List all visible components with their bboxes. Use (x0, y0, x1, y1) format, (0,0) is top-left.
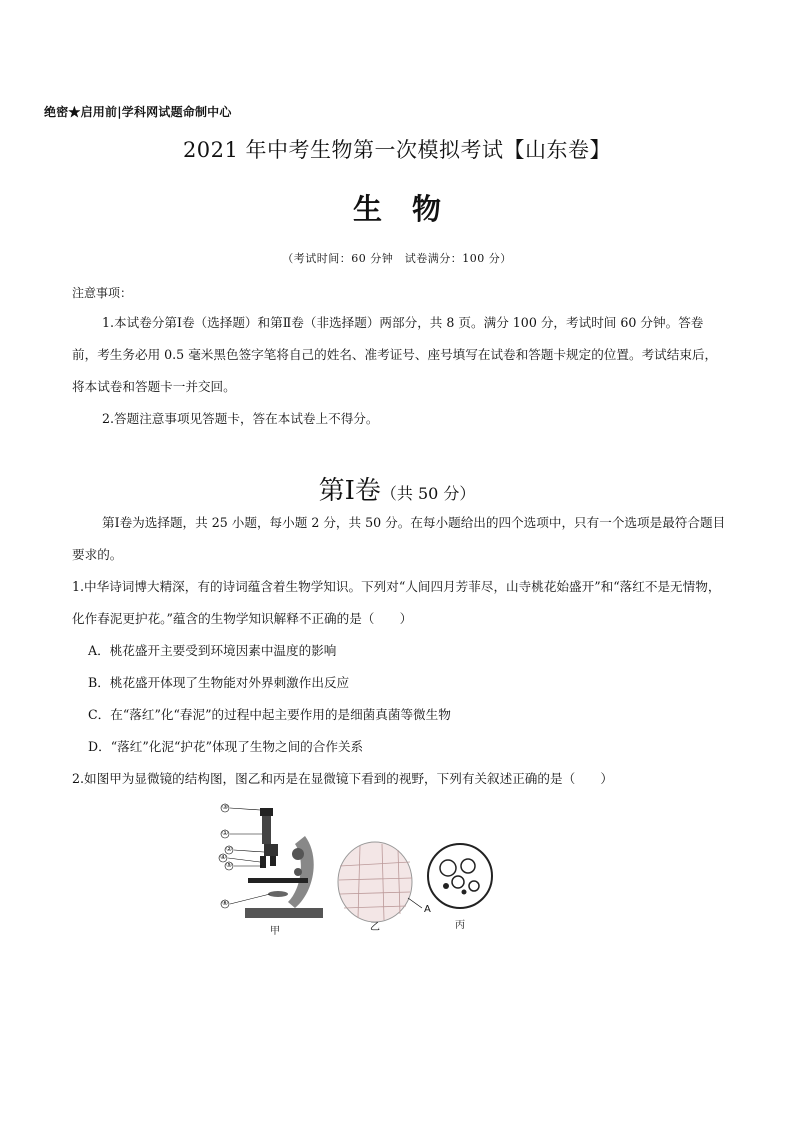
microscope-mirror (268, 891, 288, 897)
volume-title (0, 470, 794, 507)
figure-number-5: ⑤ (226, 861, 233, 869)
figure-number-4: ④ (220, 853, 227, 861)
microscope-nosepiece (264, 844, 278, 856)
figure-number-2: ② (226, 845, 233, 853)
figure-label-bing: 丙 (455, 920, 465, 931)
figure-label-jia: 甲 (270, 926, 280, 937)
microscope-eyepiece-tube (262, 814, 271, 844)
notice-heading: 注意事项： (72, 286, 133, 300)
microscope-figure-svg (200, 796, 500, 936)
microscope-base (245, 908, 323, 918)
figure-number-1: ① (222, 829, 229, 837)
volume-score: （共 50 分） (380, 484, 476, 503)
notice-item-2: 2.答题注意事项见答题卡，答在本试卷上不得分。 (102, 411, 379, 426)
figure-label-a: A (424, 904, 431, 915)
microscope-figure (200, 796, 500, 936)
question-1-option-b: B．桃花盛开体现了生物能对外界刺激作出反应 (88, 675, 350, 690)
question-2-stem: 2.如图甲为显微镜的结构图，图乙和丙是在显微镜下看到的视野，下列有关叙述正确的是（ ） (72, 771, 613, 786)
question-1-option-d: D．“落红”化泥“护花”体现了生物之间的合作关系 (88, 739, 364, 754)
microscope-drawing (219, 804, 323, 918)
microscope-fine-knob (294, 868, 302, 876)
cell-view-yi (338, 842, 422, 922)
notice-item-1: 1.本试卷分第Ⅰ卷（选择题）和第Ⅱ卷（非选择题）两部分，共 8 页。满分 100 分，考试时间 60 分钟。答卷前，考生务必用 0.5 毫米黑色签字笔将自己的姓名、准考证号、座号填写在试卷和答题卡规定的位置。考试结束后，将本试卷和答题卡一并交回。 (72, 315, 718, 394)
cell-view-bing (428, 844, 492, 908)
figure-number-6: ⑥ (222, 899, 229, 907)
time-info: （考试时间：60 分钟 试卷满分：100 分） (282, 252, 512, 265)
figure-label-yi: 乙 (370, 922, 380, 933)
microscope-coarse-knob (292, 848, 304, 860)
question-1-option-a: A．桃花盛开主要受到环境因素中温度的影响 (88, 643, 337, 658)
microscope-objective-2 (270, 856, 276, 866)
exam-title: 2021 年中考生物第一次模拟考试【山东卷】 (182, 138, 612, 162)
figure-number-3: ③ (222, 803, 229, 811)
subject-title: 生物 (352, 192, 471, 226)
microscope-stage (248, 878, 308, 883)
volume-instructions: 第Ⅰ卷为选择题，共 25 小题，每小题 2 分，共 50 分。在每小题给出的四个选项中，只有一个选项是最符合题目要求的。 (72, 515, 726, 562)
question-1-stem: 1.中华诗词博大精深，有的诗词蕴含着生物学知识。下列对“人间四月芳菲尽，山寺桃花始盛开”和“落红不是无情物，化作春泥更护花。”蕴含的生物学知识解释不正确的是（ ） (72, 579, 721, 626)
microscope-eyepiece (260, 808, 273, 816)
question-1-option-c: C．在“落红”化“春泥”的过程中起主要作用的是细菌真菌等微生物 (88, 707, 451, 722)
volume-title-text: 第Ⅰ卷 (318, 476, 381, 506)
confidential-header: 绝密★启用前|学科网试题命制中心 (44, 105, 232, 119)
